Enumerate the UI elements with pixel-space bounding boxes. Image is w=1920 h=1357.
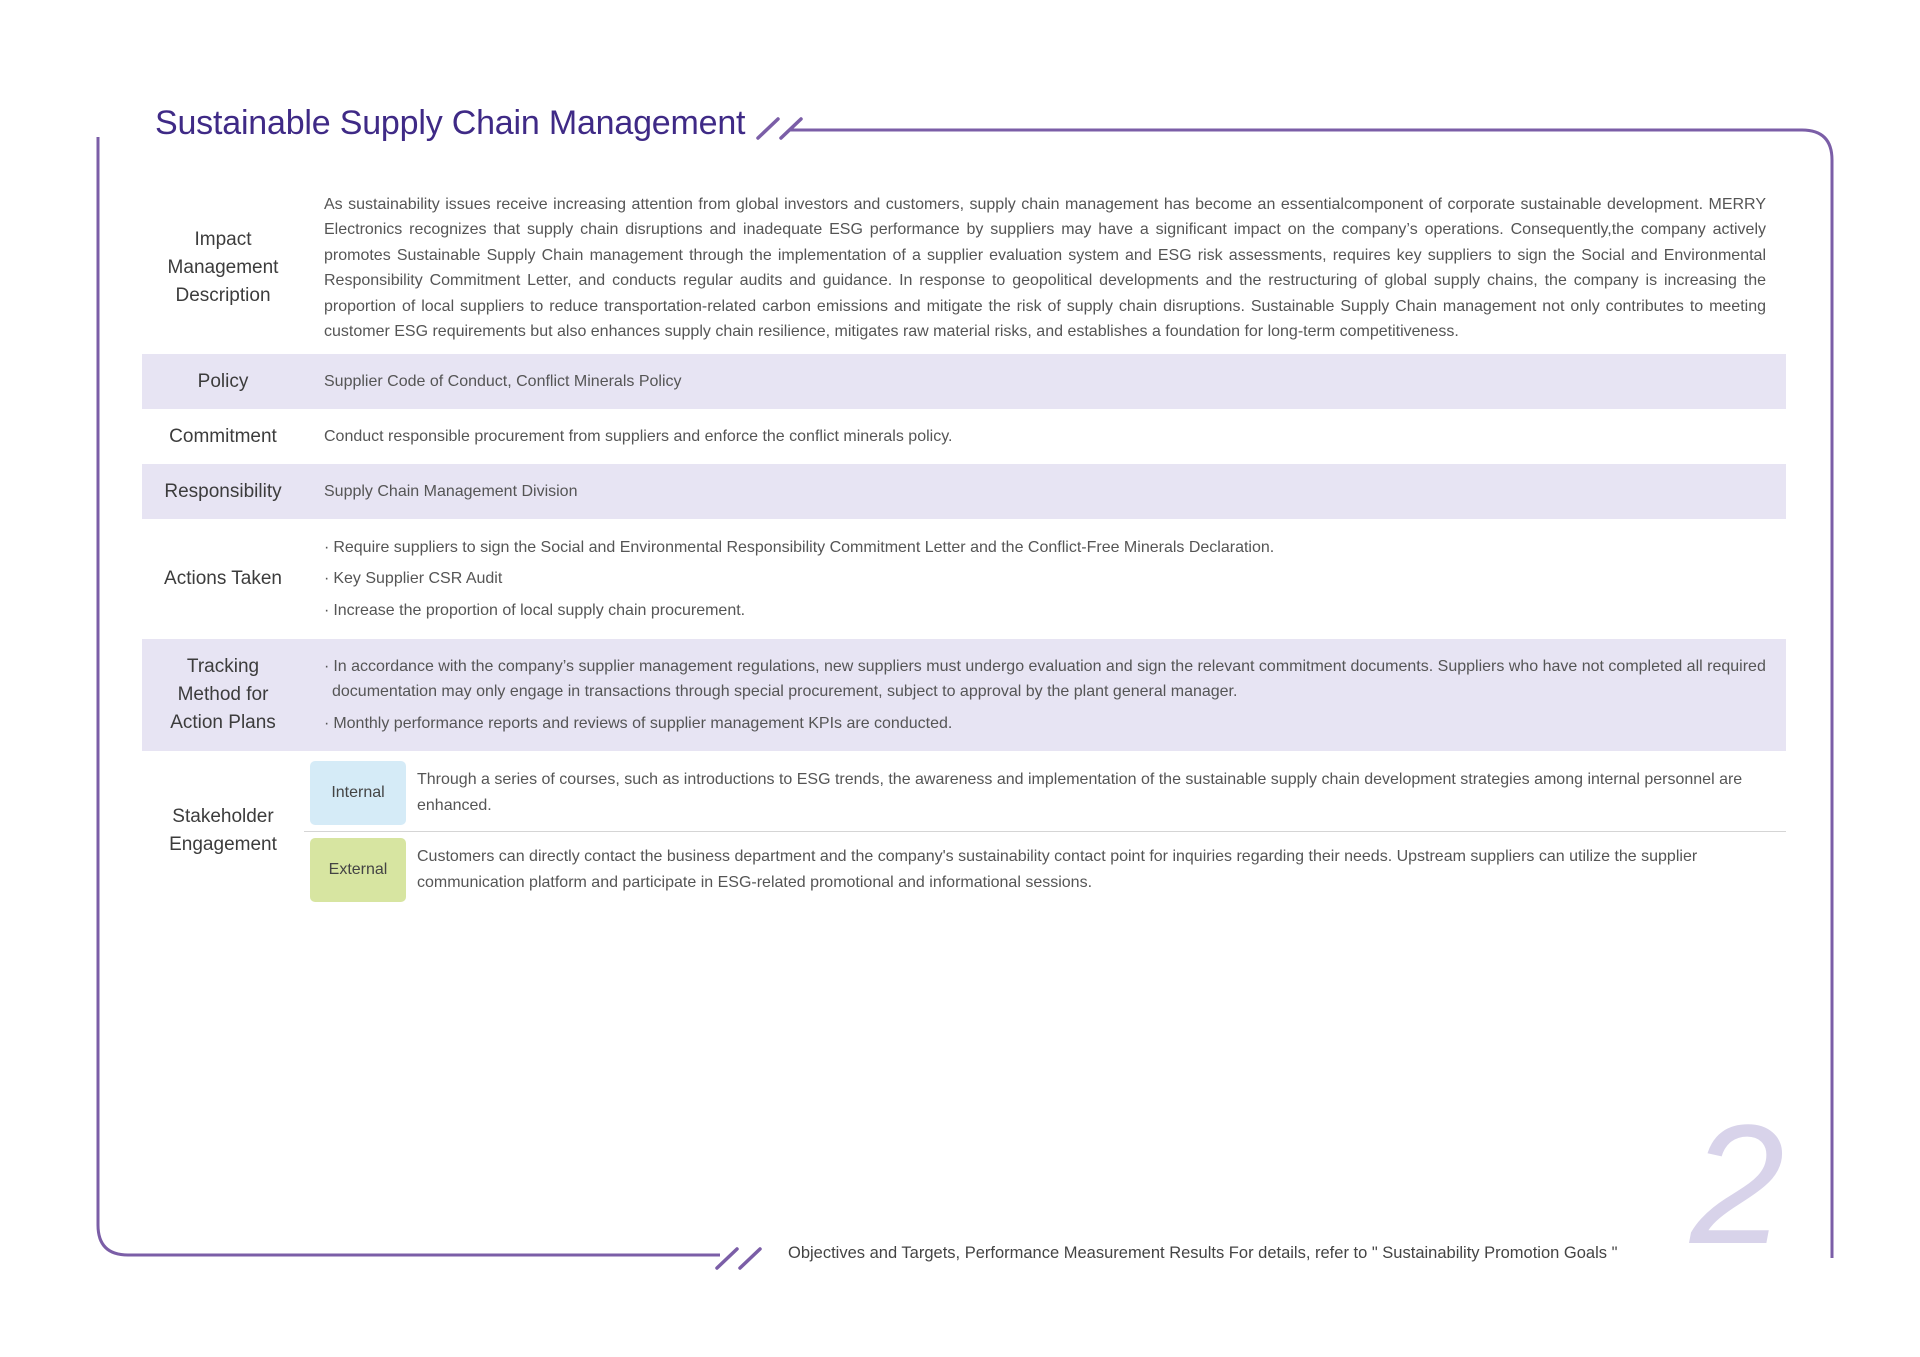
row-label-tracking: Tracking Method for Action Plans bbox=[170, 656, 276, 733]
page-title: Sustainable Supply Chain Management bbox=[155, 104, 746, 142]
internal-tag: Internal bbox=[310, 761, 406, 825]
impact-description: As sustainability issues receive increasing attention from global investors and customers, supply chain management has become an essentialcomponent of corporate sustainable development. MERRY Electronics recognizes that supply chain disruptions and inadequate ESG performance by suppliers may have a significant impact on the company’s operations. Consequently,the company actively promotes Sustainable Supply Chain management through the implementation of a supplier evaluation system and ESG risk assessments, requires key suppliers to sign the Social and Environmental Responsibility Commitment Letter, and conducts regular audits and guidance. In response to geopolitical developments and the restructuring of global supply chains, the company is increasing the proportion of local suppliers to reduce transportation-related carbon emissions and mitigate the risk of supply chain disruptions. Sustainable Supply Chain management not only contributes to meeting customer ESG requirements but also enhances supply chain resilience, mitigates raw material risks, and establishes a foundation for long-term competitiveness. bbox=[324, 195, 1766, 340]
footer-note: Objectives and Targets, Performance Measurement Results For details, refer to " Sustainability Promotion Goals " bbox=[788, 1244, 1618, 1262]
row-label-responsibility: Responsibility bbox=[164, 480, 282, 502]
row-stakeholder bbox=[142, 751, 1786, 911]
row-policy bbox=[142, 354, 1786, 409]
row-label-commitment: Commitment bbox=[169, 425, 277, 447]
row-impact bbox=[142, 182, 1786, 354]
footer-slash-mark bbox=[717, 1249, 760, 1268]
list-item: · In accordance with the company’s supplier management regulations, new suppliers must undergo evaluation and sign the relevant commitment documents. Suppliers who have not completed all required documentation may only engage in transactions through special procurement, subject to approval by the plant general manager. bbox=[324, 654, 1766, 705]
list-item: · Increase the proportion of local supply chain procurement. bbox=[324, 598, 1766, 624]
row-tracking bbox=[142, 639, 1786, 751]
stakeholder-external bbox=[304, 832, 1786, 908]
disclosure-table bbox=[142, 182, 1786, 911]
list-item: · Key Supplier CSR Audit bbox=[324, 566, 1766, 592]
tracking-list bbox=[304, 654, 1786, 737]
row-responsibility bbox=[142, 464, 1786, 519]
stakeholder-internal bbox=[304, 755, 1786, 832]
external-tag: External bbox=[310, 838, 406, 902]
row-commitment bbox=[142, 409, 1786, 464]
row-label-policy: Policy bbox=[197, 370, 249, 392]
responsibility-text: Supply Chain Management Division bbox=[324, 482, 578, 500]
row-label-impact: Impact Management Description bbox=[167, 229, 279, 306]
internal-text: Through a series of courses, such as introductions to ESG trends, the awareness and implementation of the sustainable supply chain development strategies among internal personnel are enhanced. bbox=[417, 771, 1743, 814]
list-item: · Require suppliers to sign the Social and Environmental Responsibility Commitment Letter and the Conflict-Free Minerals Declaration. bbox=[324, 535, 1766, 561]
row-label-stakeholder: Stakeholder Engagement bbox=[169, 806, 277, 855]
row-label-actions: Actions Taken bbox=[164, 568, 282, 589]
row-actions bbox=[142, 519, 1786, 639]
actions-list bbox=[304, 535, 1786, 624]
commitment-text: Conduct responsible procurement from suppliers and enforce the conflict minerals policy. bbox=[324, 427, 953, 445]
page-number: 2 bbox=[1690, 1090, 1785, 1280]
external-text: Customers can directly contact the business department and the company's sustainability contact point for inquiries regarding their needs. Upstream suppliers can utilize the supplier communication platform and participate in ESG-related promotional and informational sessions. bbox=[417, 848, 1698, 891]
list-item: · Monthly performance reports and reviews of supplier management KPIs are conducted. bbox=[324, 711, 1766, 737]
stakeholder-group bbox=[304, 755, 1786, 908]
policy-text: Supplier Code of Conduct, Conflict Minerals Policy bbox=[324, 372, 682, 390]
